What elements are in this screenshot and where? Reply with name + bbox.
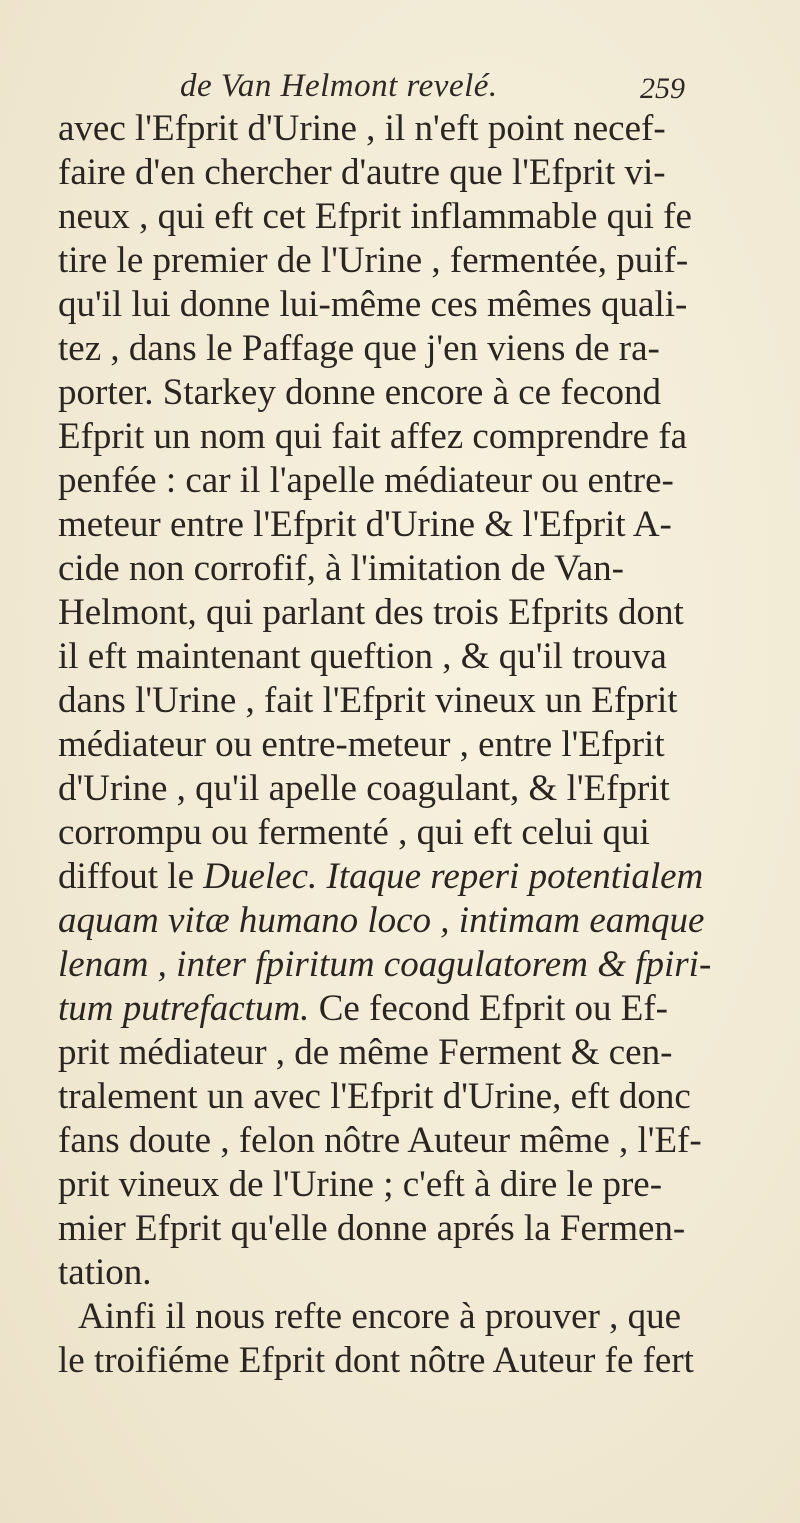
text-line-italic: aquam vitæ humano loco , intimam eamque [58, 900, 705, 941]
text-line: cide non corrofif, à l'imitation de Van- [58, 548, 624, 589]
text-line: d'Urine , qu'il apelle coagulant, & l'Efprit [58, 768, 670, 809]
text-line: le troifiéme Efprit dont nôtre Auteur fe fert [58, 1340, 694, 1381]
text-line: prit vineux de l'Urine ; c'eft à dire le pre- [58, 1164, 663, 1205]
text-line: avec l'Efprit d'Urine , il n'eft point necef- [58, 108, 666, 149]
text-line: Ainfi il nous refte encore à prouver , que [78, 1296, 682, 1337]
text-line: mier Efprit qu'elle donne aprés la Fermen- [58, 1208, 686, 1249]
text-line: médiateur ou entre-meteur , entre l'Efprit [58, 724, 665, 765]
page-number: 259 [640, 72, 685, 105]
text-line: il eft maintenant queftion , & qu'il trouva [58, 636, 667, 677]
text-line-mixed [58, 988, 668, 1030]
text-line-italic: lenam , inter fpiritum coagulatorem & fpiri- [58, 944, 712, 985]
text-line: corrompu ou fermenté , qui eft celui qui [58, 812, 650, 853]
text-line: faire d'en chercher d'autre que l'Efprit vi- [58, 152, 666, 193]
text-line-mixed [58, 856, 703, 898]
text-line: neux , qui eft cet Efprit inflammable qui fe [58, 196, 692, 237]
text-span-italic: tum putrefactum. [58, 988, 310, 1029]
text-line: prit médiateur , de même Ferment & cen- [58, 1032, 673, 1073]
text-line: tation. [58, 1252, 152, 1293]
text-line: tez , dans le Paffage que j'en viens de ra- [58, 328, 660, 369]
running-title: de Van Helmont revelé. [180, 68, 498, 104]
text-line: dans l'Urine , fait l'Efprit vineux un Efprit [58, 680, 678, 721]
text-line: Efprit un nom qui fait affez comprendre fa [58, 416, 688, 457]
text-line: penfée : car il l'apelle médiateur ou entre- [58, 460, 674, 501]
text-span-italic: Duelec. Itaque reperi potentialem [203, 856, 704, 897]
text-span-roman: Ce fecond Efprit ou Ef- [318, 988, 669, 1029]
text-line: tralement un avec l'Efprit d'Urine, eft donc [58, 1076, 691, 1117]
text-line: porter. Starkey donne encore à ce fecond [58, 372, 662, 413]
text-span-roman: diffout le [58, 856, 194, 897]
text-line: tire le premier de l'Urine , fermentée, puif- [58, 240, 689, 281]
text-line: meteur entre l'Efprit d'Urine & l'Efprit A- [58, 504, 672, 545]
text-line: qu'il lui donne lui-même ces mêmes quali- [58, 284, 688, 325]
text-line: Helmont, qui parlant des trois Efprits dont [58, 592, 684, 633]
text-line: fans doute , felon nôtre Auteur même , l'Ef- [58, 1120, 702, 1161]
